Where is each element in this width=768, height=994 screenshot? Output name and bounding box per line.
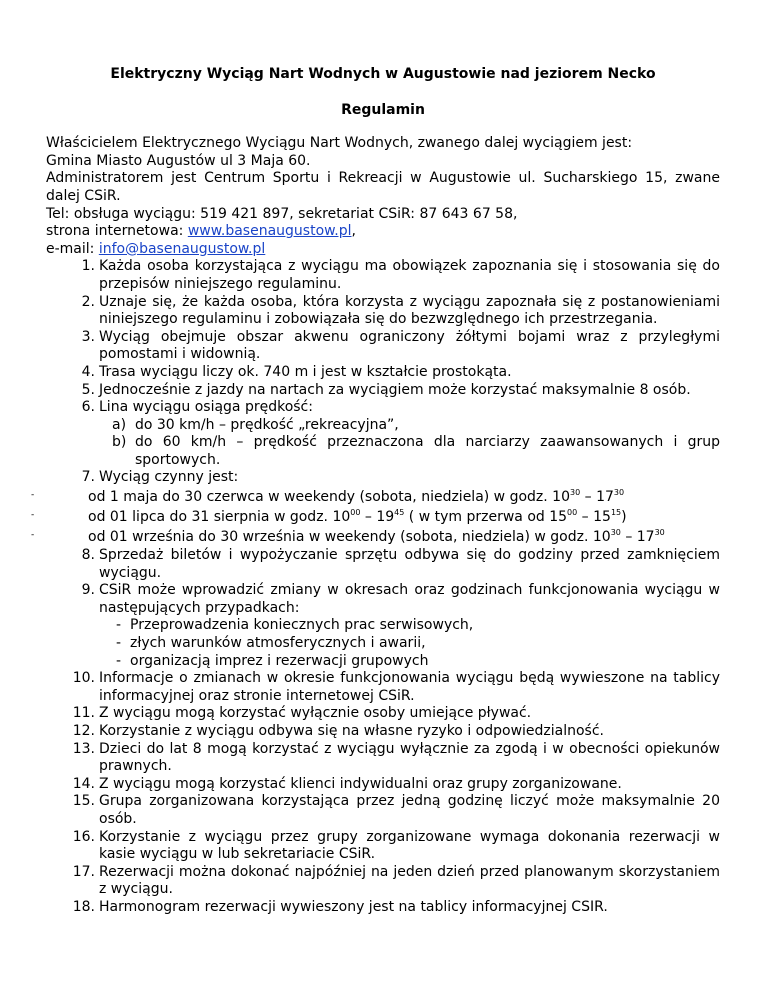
rule-item [46,793,720,828]
dash-marker: - [116,635,122,652]
website-line [46,223,720,241]
owner-line: Właścicielem Elektrycznego Wyciągu Nart Wodnych, zwanego dalej wyciągiem jest: [46,135,633,152]
rule-text: Każda osoba korzystająca z wyciągu ma obowiązek zapoznania się i stosowania się do przepisów niniejszego regulaminu. [99,258,720,292]
speed-sublist [46,417,720,470]
document-subtitle: Regulamin [341,101,425,118]
speed-label: b) [112,434,127,451]
rule-item [46,776,720,794]
intro-block [46,135,720,258]
rule-text: CSiR może wprowadzić zmiany w okresach oraz godzinach funkcjonowania wyciągu w następujących przypadkach: [99,582,720,616]
rule-number: 3. [81,328,95,345]
rule-item [46,382,720,400]
owner-address: Gmina Miasto Augustów ul 3 Maja 60. [46,152,311,169]
rule-item [46,258,720,293]
schedule-item: - od 1 maja do 30 czerwca w weekendy (sobota, niedziela) w godz. $10^{30} - 17^{30}$ [46,487,720,507]
dash-marker: - [116,617,122,634]
rule-text: Z wyciągu mogą korzystać wyłącznie osoby umiejące pływać. [99,705,532,722]
rules-list [46,547,720,617]
rule-number: 1. [81,258,95,275]
rule-number: 11. [72,705,95,722]
dash-marker: - [116,652,122,669]
dash-marker: - [31,490,35,501]
rule-text: Lina wyciągu osiąga prędkość: [99,399,313,416]
rule-item [46,741,720,776]
email-line [46,241,720,259]
speed-text: do 30 km/h – prędkość „rekreacyjna”, [135,416,399,433]
email-link[interactable]: info@basenaugustow.pl [98,240,266,257]
reason-item: - Przeprowadzenia koniecznych prac serwisowych, [116,617,474,634]
rule-number: 16. [72,828,95,845]
website-suffix: , [351,223,356,240]
rule-number: 13. [72,740,95,757]
rule-number: 9. [81,582,95,599]
speed-item [46,434,720,469]
rule-item [46,469,720,487]
rule-number: 17. [72,863,95,880]
rule-number: 7. [81,469,95,486]
document-title: Elektryczny Wyciąg Nart Wodnych w Augustowie nad jeziorem Necko [110,66,656,82]
rule-number: 6. [81,399,95,416]
rule-number: 18. [72,898,95,915]
rules-list [46,670,720,916]
schedule-item: - od 01 września do 30 września w weekendy (sobota, niedziela) w godz. $10^{30} - 17^{30}$ [46,527,720,547]
rule-text: Korzystanie z wyciągu przez grupy zorganizowane wymaga dokonania rezerwacji w kasie wyciągu w lub sekretariacie CSiR. [99,828,720,863]
rule-item [46,547,720,582]
schedule-item: - od 01 lipca do 31 sierpnia w godz. $10^{00} - 19^{45}$ ( w tym przerwa od $15^{00} - 15^{15}$) [46,507,720,527]
speed-item [46,417,720,435]
rule-text: Trasa wyciągu liczy ok. 740 m i jest w kształcie prostokąta. [99,363,512,380]
phone-line: Tel: obsługa wyciągu: 519 421 897, sekretariat CSiR: 87 643 67 58, [46,205,518,222]
rule-text: Uznaje się, że każda osoba, która korzysta z wyciągu zapoznała się z postanowieniami niniejszego regulaminu i zobowiązała się do bezwzględnego ich przestrzegania. [99,293,720,328]
change-reasons-list [46,617,720,670]
rule-item [46,723,720,741]
rule-text: Jednocześnie z jazdy na nartach za wyciągiem może korzystać maksymalnie 8 osób. [99,381,691,398]
rule-number: 8. [81,547,95,564]
speed-text: do 60 km/h – prędkość przeznaczona dla narciarzy zaawansowanych i grup sportowych. [135,434,720,468]
rule-text: Wyciąg obejmuje obszar akwenu ograniczony żółtymi bojami wraz z przyległymi pomostami i widownią. [99,328,720,363]
rule-number: 2. [81,293,95,310]
rule-text: Sprzedaż biletów i wypożyczanie sprzętu odbywa się do godziny przed zamknięciem wyciągu. [99,547,720,581]
rule-item [46,670,720,705]
dash-marker: - [31,510,35,521]
rules-list [46,258,720,416]
rules-list [46,469,720,487]
rule-text: Grupa zorganizowana korzystająca przez jedną godzinę liczyć może maksymalnie 20 osób. [99,793,720,827]
administrator-line: Administratorem jest Centrum Sportu i Rekreacji w Augustowie ul. Sucharskiego 15, zwane dalej CSiR. [46,170,720,204]
rule-text: Dzieci do lat 8 mogą korzystać z wyciągu wyłącznie za zgodą i w obecności opiekunów prawnych. [99,740,720,775]
rule-item [46,399,720,417]
dash-marker: - [31,530,35,541]
rule-text: Harmonogram rezerwacji wywieszony jest na tablicy informacyjnej CSIR. [99,898,608,915]
schedule-list [31,487,720,547]
rule-number: 12. [72,723,95,739]
rule-text: Z wyciągu mogą korzystać klienci indywidualni oraz grupy zorganizowane. [99,775,622,792]
rule-item [46,329,720,364]
website-label: strona internetowa: [46,223,188,240]
rule-text: Wyciąg czynny jest: [99,469,239,486]
rule-text: Informacje o zmianach w okresie funkcjonowania wyciągu będą wywieszone na tablicy informacyjnej oraz stronie internetowej CSiR. [99,670,720,704]
rule-item [46,899,720,917]
rule-number: 15. [72,793,95,810]
rule-number: 5. [81,381,95,398]
rule-item [46,705,720,723]
rule-item [46,864,720,899]
rule-text: Korzystanie z wyciągu odbywa się na własne ryzyko i odpowiedzialność. [99,723,604,739]
speed-label: a) [112,416,127,433]
rule-item [46,364,720,382]
rule-number: 14. [72,775,95,792]
reason-item: - złych warunków atmosferycznych i awarii, [116,635,426,652]
rule-item [46,582,720,617]
website-link[interactable]: www.basenaugustow.pl [187,223,352,240]
rule-number: 10. [72,670,95,687]
rule-item [46,294,720,329]
rule-item [46,829,720,864]
reason-item: - organizacją imprez i rezerwacji grupowych [116,652,429,669]
rule-text: Rezerwacji można dokonać najpóźniej na jeden dzień przed planowanym skorzystaniem z wyciągu. [99,863,720,898]
email-label: e-mail: [46,240,99,257]
rule-number: 4. [81,363,95,380]
